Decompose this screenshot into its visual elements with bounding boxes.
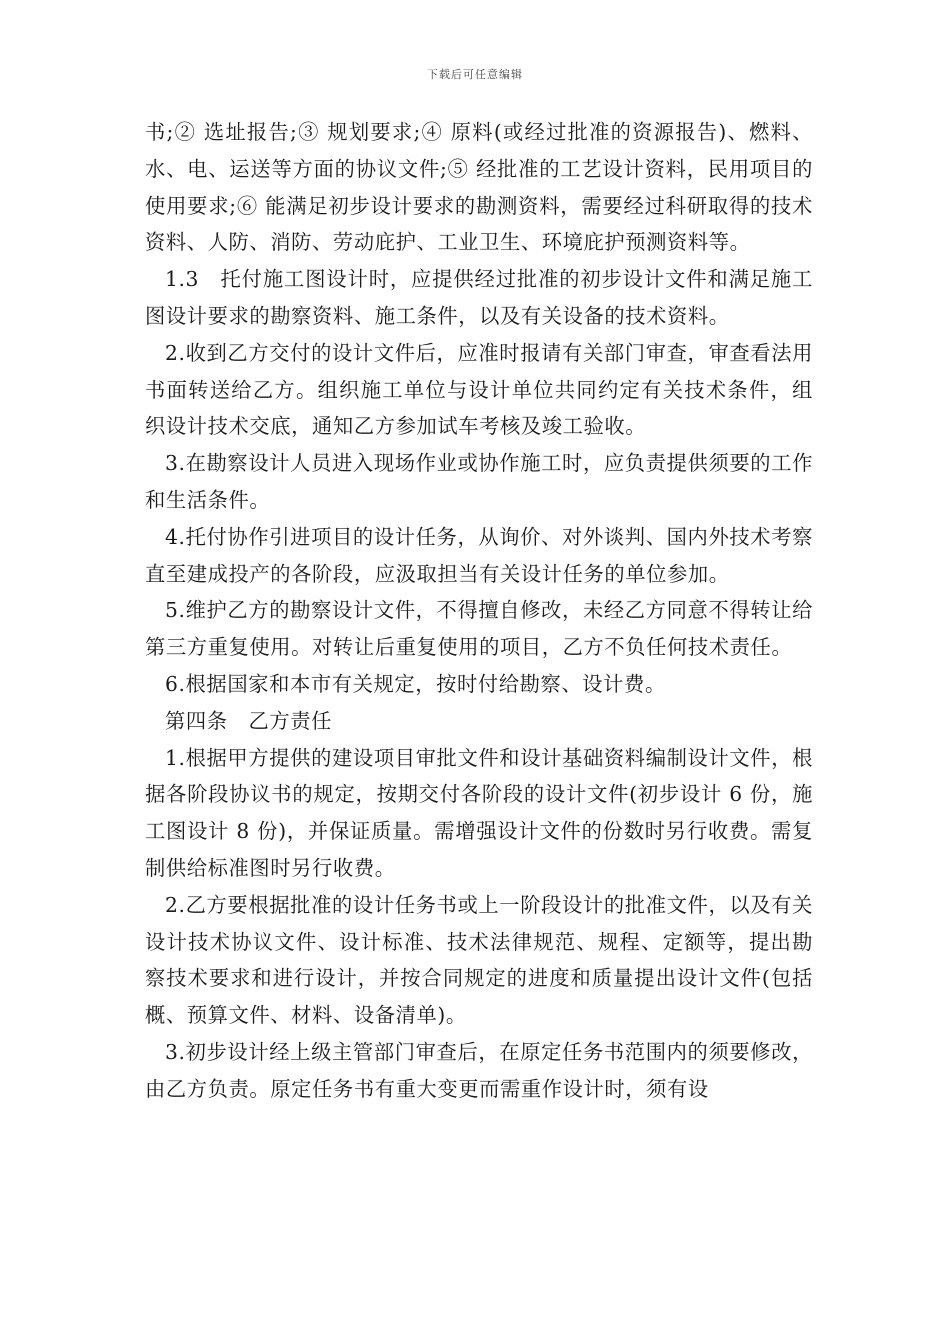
paragraph-continuation: 书;② 选址报告;③ 规划要求;④ 原料(或经过批准的资源报告)、燃料、水、电、运送等方面的协议文件;⑤ 经批准的工艺设计资料，民用项目的使用要求;⑥ 能满足初步设计要求的勘测资料，需要经过科研取得的技术资料、人防、消防、劳动庇护、工业卫生、环境庇护预测资料等。 — [145, 120, 813, 255]
paragraph-clause-2: 2.收到乙方交付的设计文件后，应准时报请有关部门审查，审查看法用书面转送给乙方。组织施工单位与设计单位共同约定有关技术条件，组织设计技术交底，通知乙方参加试车考核及竣工验收。 — [145, 340, 813, 439]
paragraph-article-4-item-2: 2.乙方要根据批准的设计任务书或上一阶段设计的批准文件，以及有关设计技术协议文件、设计标准、技术法律规范、规程、定额等，提出勘察技术要求和进行设计，并按合同规定的进度和质量提出设计文件(包括概、预算文件、材料、设备清单)。 — [145, 892, 813, 1028]
paragraph-clause-1-3: 1.3 托付施工图设计时，应提供经过批准的初步设计文件和满足施工图设计要求的勘察资料、施工条件，以及有关设备的技术资料。 — [145, 267, 813, 328]
paragraph-clause-5: 5.维护乙方的勘察设计文件，不得擅自修改，未经乙方同意不得转让给第三方重复使用。对转让后重复使用的项目，乙方不负任何技术责任。 — [145, 598, 813, 660]
page-header-note: 下载后可任意编辑 — [427, 68, 523, 81]
paragraph-article-4-item-1: 1.根据甲方提供的建设项目审批文件和设计基础资料编制设计文件，根据各阶段协议书的规定，按期交付各阶段的设计文件(初步设计 6 份，施工图设计 8 份)，并保证质量。需增强设计文件的份数时另行收费。需复制供给标准图时另行收费。 — [145, 745, 813, 880]
section-heading-article-4: 第四条 乙方责任 — [165, 708, 333, 733]
paragraph-clause-4: 4.托付协作引进项目的设计任务，从询价、对外谈判、国内外技术考察直至建成投产的各阶段，应汲取担当有关设计任务的单位参加。 — [145, 524, 813, 586]
document-body — [145, 114, 813, 1108]
paragraph-clause-6: 6.根据国家和本市有关规定，按时付给勘察、设计费。 — [165, 671, 666, 696]
paragraph-article-4-item-3: 3.初步设计经上级主管部门审查后，在原定任务书范围内的须要修改，由乙方负责。原定任务书有重大变更而需重作设计时，须有设 — [145, 1039, 813, 1101]
paragraph-clause-3: 3.在勘察设计人员进入现场作业或协作施工时，应负责提供须要的工作和生活条件。 — [145, 451, 813, 512]
